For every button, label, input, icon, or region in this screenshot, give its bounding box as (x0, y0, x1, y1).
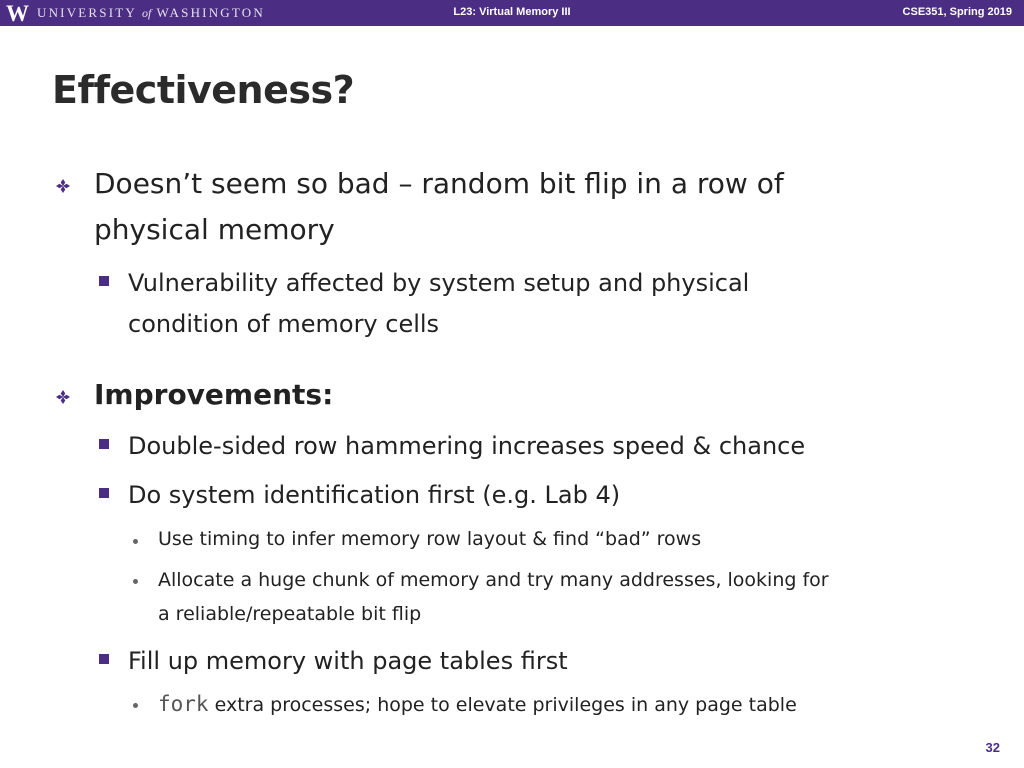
square-bullet-icon (99, 654, 109, 664)
square-bullet-icon (99, 488, 109, 498)
sub-sub-bullet-line: Use timing to infer memory row layout & find “bad” rows (158, 528, 702, 550)
lecture-title: L23: Virtual Memory III (453, 6, 571, 18)
dot-bullet-icon (133, 703, 138, 708)
sub-bullet-line: Do system identification first (e.g. Lab 4) (128, 481, 621, 509)
square-bullet-icon (99, 439, 109, 449)
university-name: UNIVERSITY of WASHINGTON (37, 5, 265, 20)
uw-w-icon: W (6, 0, 29, 26)
slide-title: Effectiveness? (52, 68, 355, 112)
sub-sub-bullet-line: fork extra processes; hope to elevate privileges in any page table (158, 692, 797, 716)
bullet-line: Doesn’t seem so bad – random bit flip in a row of (94, 167, 784, 200)
sub-bullet-line: Double-sided row hammering increases speed & chance (128, 432, 806, 460)
bullet-heading: Improvements: (94, 378, 334, 411)
dot-bullet-icon (133, 539, 138, 544)
page-number: 32 (985, 740, 1000, 755)
diamond-bullet-icon (56, 179, 70, 193)
dot-bullet-icon (133, 579, 138, 584)
bullet-line: physical memory (94, 213, 335, 246)
sub-bullet-line: Vulnerability affected by system setup and physical (128, 269, 750, 297)
sub-bullet-line: Fill up memory with page tables first (128, 647, 568, 675)
sub-bullet-line: condition of memory cells (128, 310, 440, 338)
sub-sub-bullet-line: a reliable/repeatable bit flip (158, 603, 422, 625)
sub-sub-bullet-line: Allocate a huge chunk of memory and try many addresses, looking for (158, 569, 829, 591)
square-bullet-icon (99, 276, 109, 286)
diamond-bullet-icon (56, 390, 70, 404)
course-label: CSE351, Spring 2019 (902, 6, 1012, 18)
fork-code: fork (158, 692, 209, 716)
